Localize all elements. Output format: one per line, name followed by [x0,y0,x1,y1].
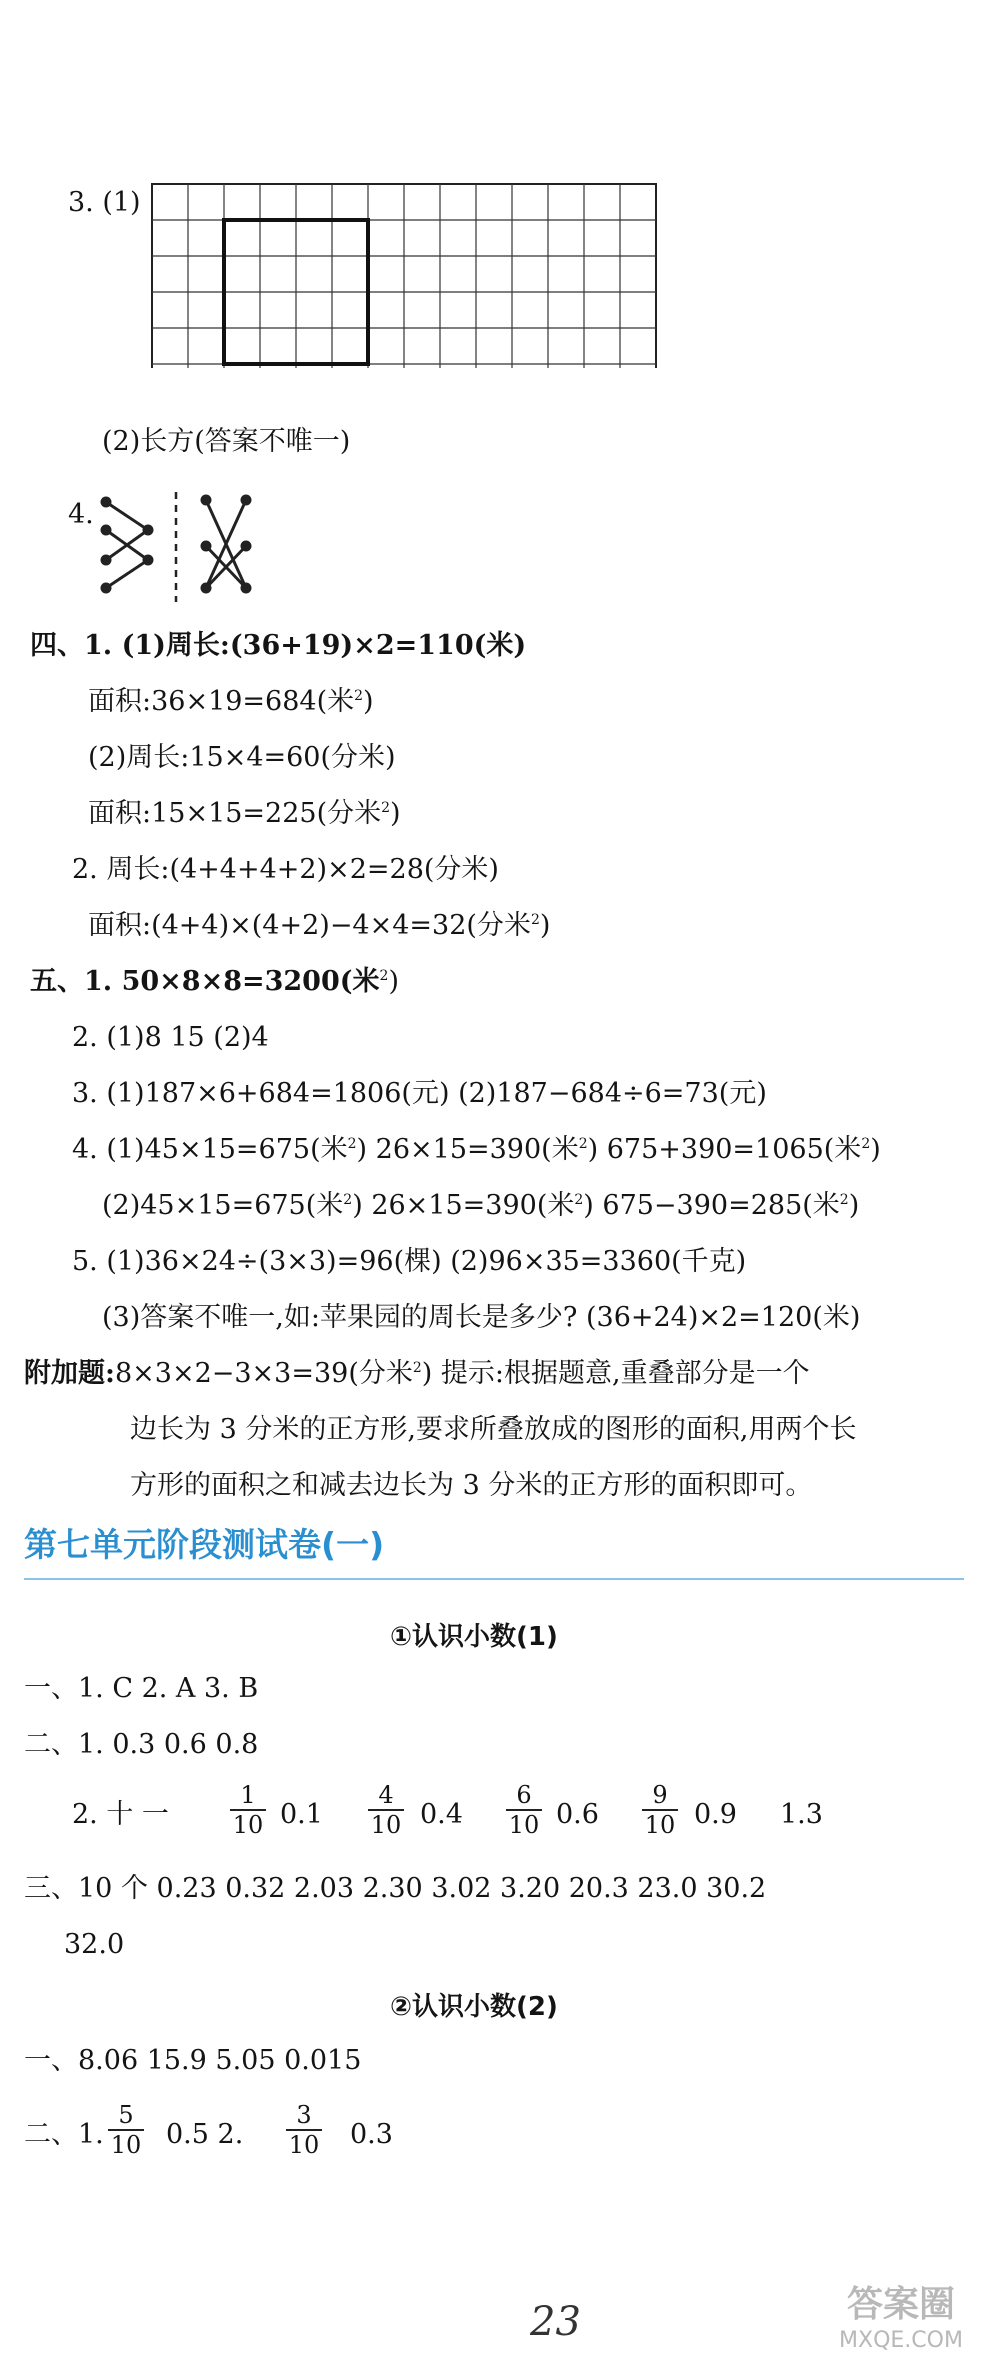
s5-line-1: 五、1. 50×8×8=3200(米$^2$) [30,966,399,997]
fraction: 1 10 [226,1782,270,1838]
decimal-value: 0.9 [694,1799,737,1830]
fraction: 9 10 [638,1782,682,1838]
s5-line-5: (2)45×15=675(米$^2$) 26×15=390(米$^2$) 675−390=285(米$^2$) [102,1190,860,1221]
s5-line-6: 5. (1)36×24÷(3×3)=96(棵) (2)96×35=3360(千克) [72,1246,747,1277]
s4-line-2: 面积:36×19=684(米$^2$) [88,686,374,717]
decimal-value: 1.3 [780,1799,823,1830]
decimal-value: 0.4 [420,1799,463,1830]
fraction: 4 10 [364,1782,408,1838]
q4-matching-diagram [96,488,276,608]
page-number: 23 [530,2299,581,2345]
part1-line-3-prefix: 2. 十 一 [72,1799,169,1830]
part1-line-5: 32.0 [64,1929,125,1960]
part2-line-2-tail: 0.3 [350,2119,393,2150]
part1-subtitle: ①认识小数(1) [390,1622,558,1652]
part1-line-4: 三、10 个 0.23 0.32 2.03 2.30 3.02 3.20 20.3 23.0 30.2 [24,1873,767,1904]
decimal-value: 0.1 [280,1799,323,1830]
fraction: 6 10 [502,1782,546,1838]
s4-line-6: 面积:(4+4)×(4+2)−4×4=32(分米$^2$) [88,910,551,941]
decimal-value: 0.6 [556,1799,599,1830]
s5-line-2: 2. (1)8 15 (2)4 [72,1022,269,1053]
bonus-line-3: 方形的面积之和减去边长为 3 分米的正方形的面积即可。 [130,1470,813,1501]
s5-line-4: 4. (1)45×15=675(米$^2$) 26×15=390(米$^2$) 675+390=1065(米$^2$) [72,1134,881,1165]
watermark-url: MXQE.COM [839,2328,963,2353]
q4-label: 4. [68,499,94,530]
bonus-line-1: 附加题:8×3×2−3×3=39(分米$^2$) 提示:根据题意,重叠部分是一个 [24,1358,810,1389]
q3-answer2: (2)长方(答案不唯一) [102,426,351,457]
s5-line-7: (3)答案不唯一,如:苹果园的周长是多少? (36+24)×2=120(米) [102,1302,861,1333]
s5-line-3: 3. (1)187×6+684=1806(元) (2)187−684÷6=73(元) [72,1078,767,1109]
part1-line-1: 一、1. C 2. A 3. B [24,1673,259,1704]
q3-label: 3. (1) [68,187,141,218]
q3-grid [150,182,662,368]
part2-line-2-prefix: 二、1. [24,2119,104,2150]
part2-subtitle: ②认识小数(2) [390,1992,558,2022]
s4-line-1: 四、1. (1)周长:(36+19)×2=110(米) [30,630,527,661]
unit-title-rule [24,1578,964,1580]
watermark-logo-text: 答案圈 [846,2284,955,2325]
s4-line-3: (2)周长:15×4=60(分米) [88,742,396,773]
fraction: 3 10 [282,2102,326,2158]
s4-line-5: 2. 周长:(4+4+4+2)×2=28(分米) [72,854,499,885]
s4-line-4: 面积:15×15=225(分米$^2$) [88,798,401,829]
unit-title: 第七单元阶段测试卷(一) [24,1525,385,1564]
watermark [806,2282,996,2366]
bonus-line-2: 边长为 3 分米的正方形,要求所叠放成的图形的面积,用两个长 [130,1414,857,1445]
part1-line-2: 二、1. 0.3 0.6 0.8 [24,1729,259,1760]
fraction: 5 10 [104,2102,148,2158]
part2-line-2-mid: 0.5 2. [166,2119,244,2150]
part2-line-1: 一、8.06 15.9 5.05 0.015 [24,2045,362,2076]
